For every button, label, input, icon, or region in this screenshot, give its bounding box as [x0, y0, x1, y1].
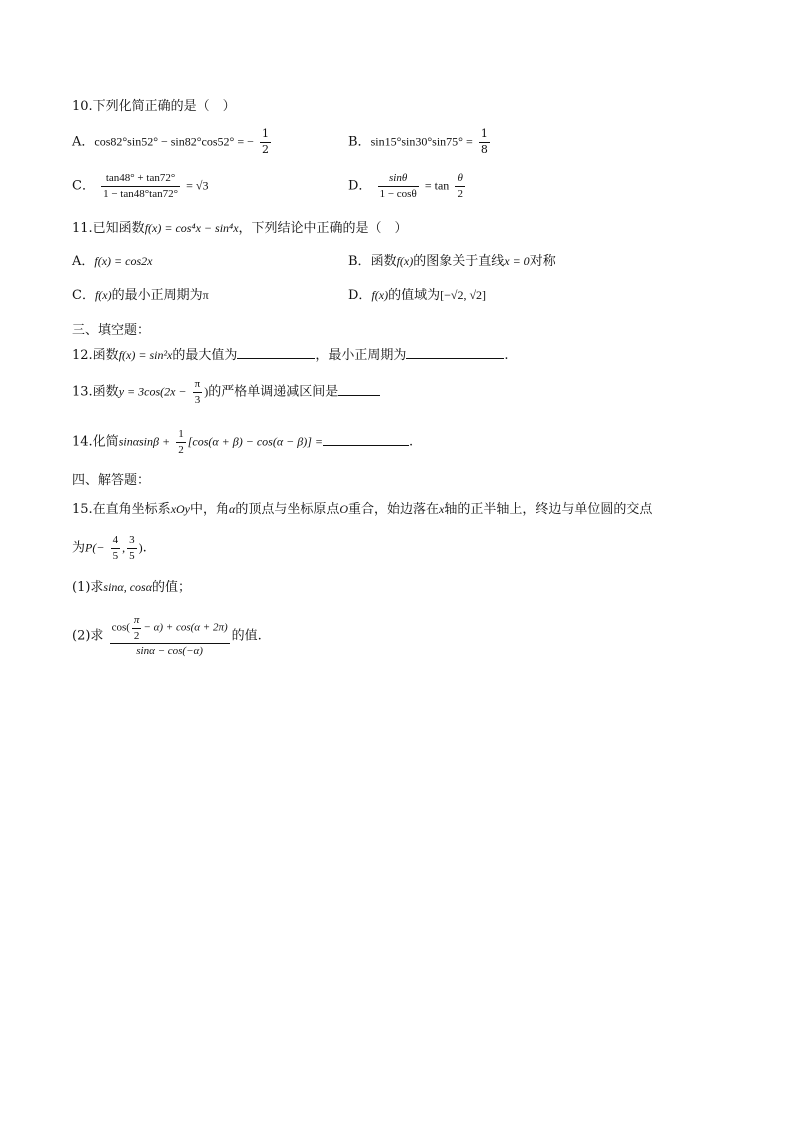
section-fill-in-heading: 三、填空题： — [72, 323, 151, 338]
q11-option-a: A．f(x) = cos2x — [72, 254, 153, 269]
q11-stem: 11.已知函数f(x) = cos⁴x − sin⁴x，下列结论中正确的是（ ） — [72, 221, 408, 236]
q10-stem: 10.下列化简正确的是（ ） — [72, 99, 236, 114]
q14: 14.化简sinαsinβ + $\frac{1}{2}$ [cos(α + β) − cos(α − β)] = . — [72, 428, 414, 456]
q11-option-b: B．函数f(x)的图象关于直线x = 0对称 — [348, 254, 556, 269]
section-solve-heading: 四、解答题： — [72, 473, 151, 488]
q10-option-c: C． $\frac{\tan 48^\circ + \tan 72^\circ}{1 - \tan 48^\circ\tan 72^\circ}$ = √3 — [72, 172, 209, 200]
q15-line1: 15.在直角坐标系xOy中，角α的顶点与坐标原点O重合，始边落在x轴的正半轴上，终边与单位圆的交点 — [72, 502, 653, 517]
q13: 13.函数y = 3cos(2x − $\frac{\pi}{3}$ )的严格单调递减区间是 — [72, 378, 380, 406]
q15-line2: 为P(− $\frac{4}{5}$ , $\frac{3}{5}$ ). — [72, 534, 147, 562]
answer-blank[interactable] — [237, 346, 315, 359]
q15-part2-fraction: cos( $\frac{\pi}{2}$ − α) + cos(α + 2π) sinα − cos(−α) — [111, 614, 228, 658]
q11-option-c: C．f(x)的最小正周期为π — [72, 288, 209, 303]
answer-blank[interactable] — [323, 433, 409, 446]
q10-option-a: A．cos82°sin52° − sin82°cos52° = − $\frac{1}{2}$ — [72, 127, 270, 156]
q15-part1: (1)求sinα, cosα的值； — [72, 580, 192, 595]
q10-option-d: D． $\frac{\sin\theta}{1 - \cos\theta}$ = tan $\frac{\theta}{2}$ — [348, 172, 463, 200]
q15-part2: (2)求 cos( $\frac{\pi}{2}$ − α) + cos(α + 2π) sinα − cos(−α) 的值. — [72, 614, 262, 658]
q11-option-d: D．f(x)的值域为[−√2, √2] — [348, 288, 487, 303]
q10-option-b: B．sin15°sin30°sin75° = $\frac{1}{8}$ — [348, 127, 488, 156]
answer-blank[interactable] — [338, 383, 380, 396]
q12: 12.函数f(x) = sin²x的最大值为 ，最小正周期为 . — [72, 348, 509, 363]
answer-blank[interactable] — [406, 346, 504, 359]
